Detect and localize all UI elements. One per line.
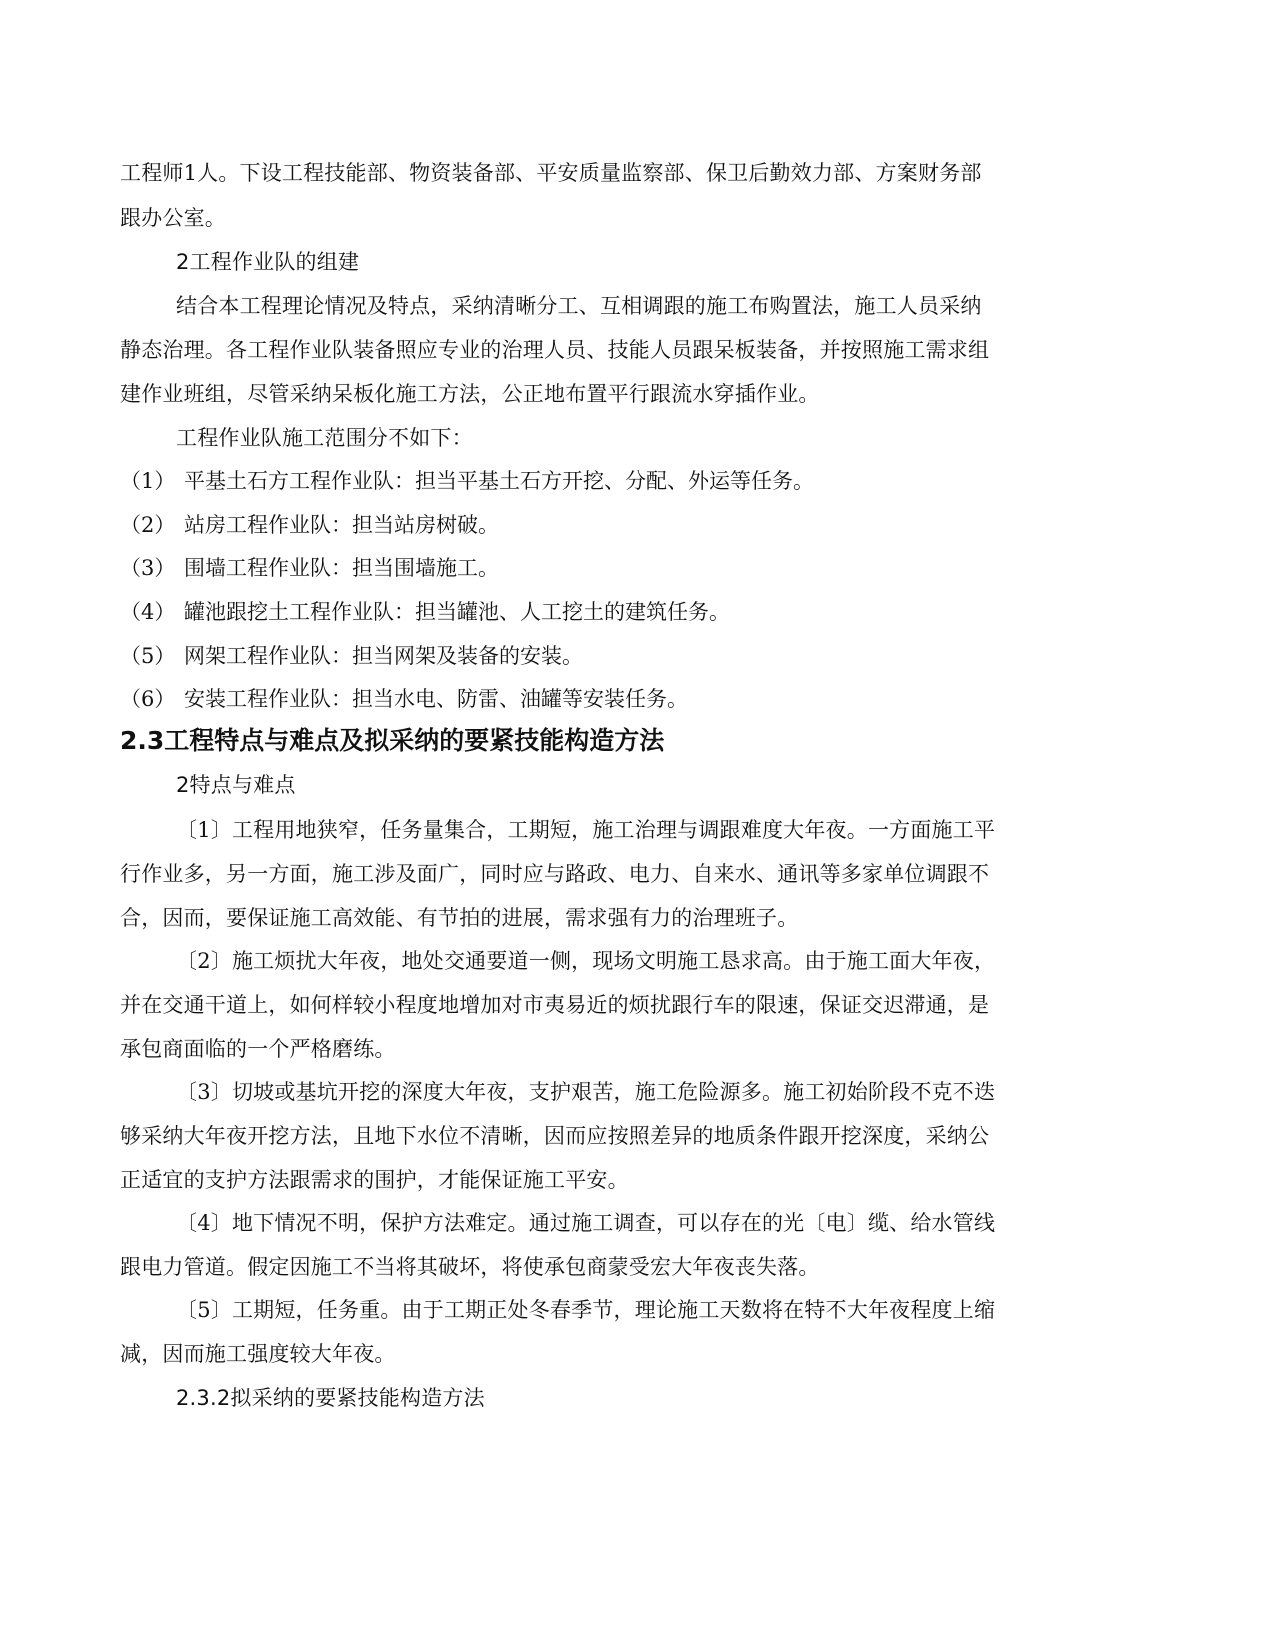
list-item-text: 平基土石方工程作业队：担当平基土石方开挖、分配、外运等任务。 xyxy=(184,469,814,493)
list-item-number: （2） xyxy=(120,513,176,537)
paragraph-line: 静态治理。各工程作业队装备照应专业的治理人员、技能人员跟呆板装备，并按照施工需求组 xyxy=(120,338,990,362)
paragraph-line: 工程作业队施工范围分不如下： xyxy=(176,426,473,450)
section-subtitle: 2特点与难点 xyxy=(176,773,296,797)
paragraph-line: 〔4〕地下情况不明，保护方法难定。通过施工调查，可以存在的光〔电〕缆、给水管线 xyxy=(176,1211,996,1235)
list-item-text: 围墙工程作业队：担当围墙施工。 xyxy=(184,556,499,580)
paragraph-line: 承包商面临的一个严格磨练。 xyxy=(120,1037,396,1061)
list-item xyxy=(120,597,730,627)
list-item-text: 站房工程作业队：担当站房树破。 xyxy=(184,513,499,537)
paragraph-line: 并在交通干道上，如何样较小程度地增加对市夷易近的烦扰跟行车的限速，保证交迟滞通，是 xyxy=(120,993,990,1017)
list-item-text: 网架工程作业队：担当网架及装备的安装。 xyxy=(184,644,583,668)
list-item xyxy=(120,553,499,583)
paragraph-line: 〔1〕工程用地狭窄，任务量集合，工期短，施工治理与调跟难度大年夜。一方面施工平 xyxy=(176,818,996,842)
paragraph-line: 工程师1人。下设工程技能部、物资装备部、平安质量监察部、保卫后勤效力部、方案财务部 xyxy=(120,161,982,185)
paragraph-line: 跟电力管道。假定因施工不当将其破坏，将使承包商蒙受宏大年夜丧失落。 xyxy=(120,1255,820,1279)
list-item-number: （5） xyxy=(120,644,176,668)
paragraph-line: 行作业多，另一方面，施工涉及面广，同时应与路政、电力、自来水、通讯等多家单位调跟不 xyxy=(120,862,990,886)
section-heading: 2.3工程特点与难点及拟采纳的要紧技能构造方法 xyxy=(120,726,665,755)
list-item-number: （1） xyxy=(120,469,176,493)
paragraph-line: 减，因而施工强度较大年夜。 xyxy=(120,1342,396,1366)
list-item xyxy=(120,684,688,714)
paragraph-line: 〔5〕工期短，任务重。由于工期正处冬春季节，理论施工天数将在特不大年夜程度上缩 xyxy=(176,1298,996,1322)
paragraph-line: 〔2〕施工烦扰大年夜，地处交通要道一侧，现场文明施工恳求高。由于施工面大年夜， xyxy=(176,949,996,973)
list-item xyxy=(120,466,814,496)
paragraph-line: 建作业班组，尽管采纳呆板化施工方法，公正地布置平行跟流水穿插作业。 xyxy=(120,382,820,406)
paragraph-line: 够采纳大年夜开挖方法，且地下水位不清晰，因而应按照差异的地质条件跟开挖深度，采纳公 xyxy=(120,1124,990,1148)
paragraph-line: 合，因而，要保证施工高效能、有节拍的进展，需求强有力的治理班子。 xyxy=(120,906,799,930)
paragraph-line: 跟办公室。 xyxy=(120,206,226,230)
list-item xyxy=(120,510,499,540)
paragraph-line: 正适宜的支护方法跟需求的围护，才能保证施工平安。 xyxy=(120,1168,629,1192)
paragraph-line: 结合本工程理论情况及特点，采纳清晰分工、互相调跟的施工布购置法，施工人员采纳 xyxy=(176,294,982,318)
list-item-text: 罐池跟挖土工程作业队：担当罐池、人工挖土的建筑任务。 xyxy=(184,600,730,624)
list-item-text: 安装工程作业队：担当水电、防雷、油罐等安装任务。 xyxy=(184,687,688,711)
list-item-number: （6） xyxy=(120,687,176,711)
list-item xyxy=(120,641,583,671)
list-item-number: （4） xyxy=(120,600,176,624)
paragraph-line: 〔3〕切坡或基坑开挖的深度大年夜，支护艰苦，施工危险源多。施工初始阶段不克不迭 xyxy=(176,1080,996,1104)
section-subtitle: 2工程作业队的组建 xyxy=(176,250,360,274)
list-item-number: （3） xyxy=(120,556,176,580)
section-subtitle: 2.3.2拟采纳的要紧技能构造方法 xyxy=(176,1386,485,1410)
